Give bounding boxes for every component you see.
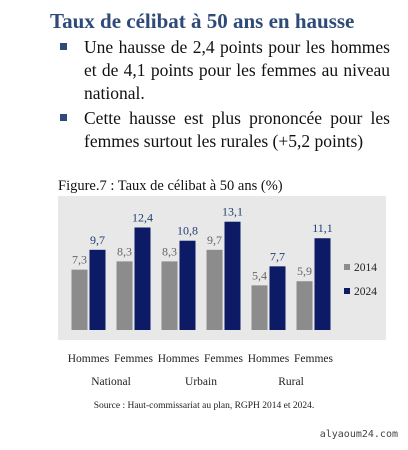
legend-label-2014: 2014	[354, 262, 377, 274]
bar-2014	[252, 285, 268, 330]
category-tick-label: Hommes	[67, 353, 110, 365]
group-label: National	[91, 376, 131, 388]
group-label: Urbain	[185, 376, 217, 388]
category-tick-label: Femmes	[204, 353, 243, 365]
legend-swatch-2014	[344, 264, 350, 270]
data-label-2014: 8,3	[162, 244, 177, 259]
bar-2024	[135, 227, 151, 330]
bar-2014	[117, 261, 133, 330]
bar-2014	[207, 250, 223, 330]
data-label-2014: 8,3	[117, 244, 132, 259]
data-label-2024: 9,7	[90, 232, 105, 247]
bar-chart	[56, 196, 390, 396]
data-label-2024: 13,1	[222, 204, 243, 219]
legend-label-2024: 2024	[354, 286, 377, 298]
bullet-text: Une hausse de 2,4 points pour les hommes et de 4,1 points pour les femmes au niveau national.	[84, 37, 390, 103]
bullet-item	[58, 107, 390, 153]
bullet-list	[58, 36, 390, 155]
bar-2024	[90, 250, 106, 330]
data-label-2014: 5,9	[297, 264, 312, 279]
bar-2024	[180, 241, 196, 330]
data-label-2024: 12,4	[132, 210, 153, 225]
bar-2024	[270, 266, 286, 330]
watermark: alyaoum24.com	[319, 429, 398, 440]
data-label-2014: 5,4	[252, 268, 267, 283]
category-tick-label: Hommes	[247, 353, 290, 365]
bar-2014	[162, 261, 178, 330]
data-label-2014: 9,7	[207, 232, 222, 247]
legend-swatch-2024	[344, 288, 350, 294]
group-label: Rural	[278, 376, 304, 388]
square-bullet-icon	[60, 114, 67, 121]
square-bullet-icon	[60, 43, 67, 50]
headline: Taux de célibat à 50 ans en hausse	[50, 9, 355, 33]
data-label-2024: 7,7	[270, 249, 285, 264]
data-label-2024: 10,8	[177, 223, 198, 238]
source-note: Source : Haut-commissariat au plan, RGPH 2014 et 2024.	[93, 401, 315, 411]
data-label-2024: 11,1	[312, 221, 333, 236]
bar-2014	[297, 281, 313, 330]
bullet-text: Cette hausse est plus prononcée pour les femmes surtout les rurales (+5,2 points)	[84, 108, 390, 151]
data-label-2014: 7,3	[72, 252, 87, 267]
category-tick-label: Femmes	[294, 353, 333, 365]
bar-2014	[72, 270, 88, 330]
figure-caption: Figure.7 : Taux de célibat à 50 ans (%)	[58, 178, 283, 194]
bullet-item	[58, 36, 390, 105]
category-tick-label: Hommes	[157, 353, 200, 365]
bar-2024	[315, 238, 331, 330]
bar-2024	[225, 222, 241, 330]
category-tick-label: Femmes	[114, 353, 153, 365]
